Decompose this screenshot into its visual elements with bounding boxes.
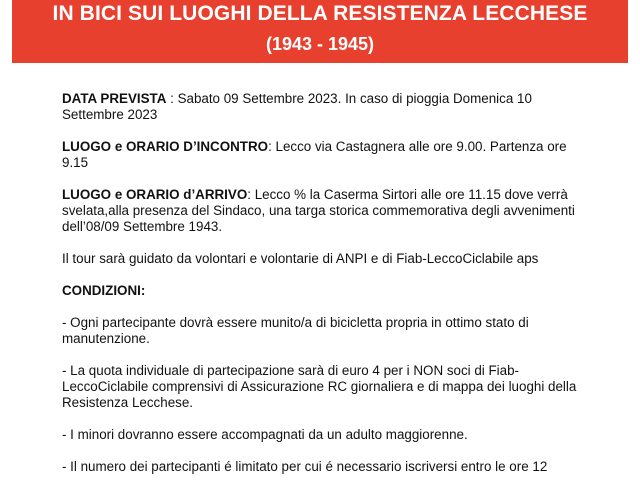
header-banner <box>12 0 628 63</box>
condition-item: - I minori dovranno essere accompagnati da un adulto maggiorenne. <box>62 427 468 442</box>
arrivo-paragraph <box>62 187 582 235</box>
incontro-paragraph <box>62 139 582 171</box>
data-prevista-paragraph <box>62 91 582 123</box>
document-body <box>62 91 582 491</box>
condition-item: - La quota individuale di partecipazione sarà di euro 4 per i NON soci di Fiab-LeccoCiclabile comprensivi di Assicurazione RC giornaliera e di mappa dei luoghi della Resistenza Lecchese. <box>62 363 577 410</box>
tour-paragraph: Il tour sarà guidato da volontari e volontarie di ANPI e di Fiab-LeccoCiclabile aps <box>62 251 539 266</box>
incontro-label: LUOGO e ORARIO D’INCONTRO <box>62 139 269 154</box>
page-title: IN BICI SUI LUOGHI DELLA RESISTENZA LECCHESE <box>52 2 588 25</box>
arrivo-text: : Lecco % la Caserma Sirtori alle ore 11.15 dove verrà svelata,alla presenza del Sindaco, una targa storica commemorativa degli avvenimenti dell’08/09 Settembre 1943. <box>62 187 575 234</box>
incontro-text: : Lecco via Castagnera alle ore 9.00. Partenza ore 9.15 <box>62 139 567 170</box>
conditions-heading: CONDIZIONI: <box>62 283 146 298</box>
data-prevista-text: : Sabato 09 Settembre 2023. In caso di pioggia Domenica 10 Settembre 2023 <box>62 91 532 122</box>
arrivo-label: LUOGO e ORARIO d’ARRIVO <box>62 187 248 202</box>
page-subtitle-dates: (1943 - 1945) <box>265 34 375 54</box>
condition-item: - Il numero dei partecipanti é limitato per cui é necessario iscriversi entro le ore 12 <box>62 459 548 474</box>
data-prevista-label: DATA PREVISTA <box>62 91 167 106</box>
condition-item: - Ogni partecipante dovrà essere munito/a di bicicletta propria in ottimo stato di manutenzione. <box>62 315 529 346</box>
